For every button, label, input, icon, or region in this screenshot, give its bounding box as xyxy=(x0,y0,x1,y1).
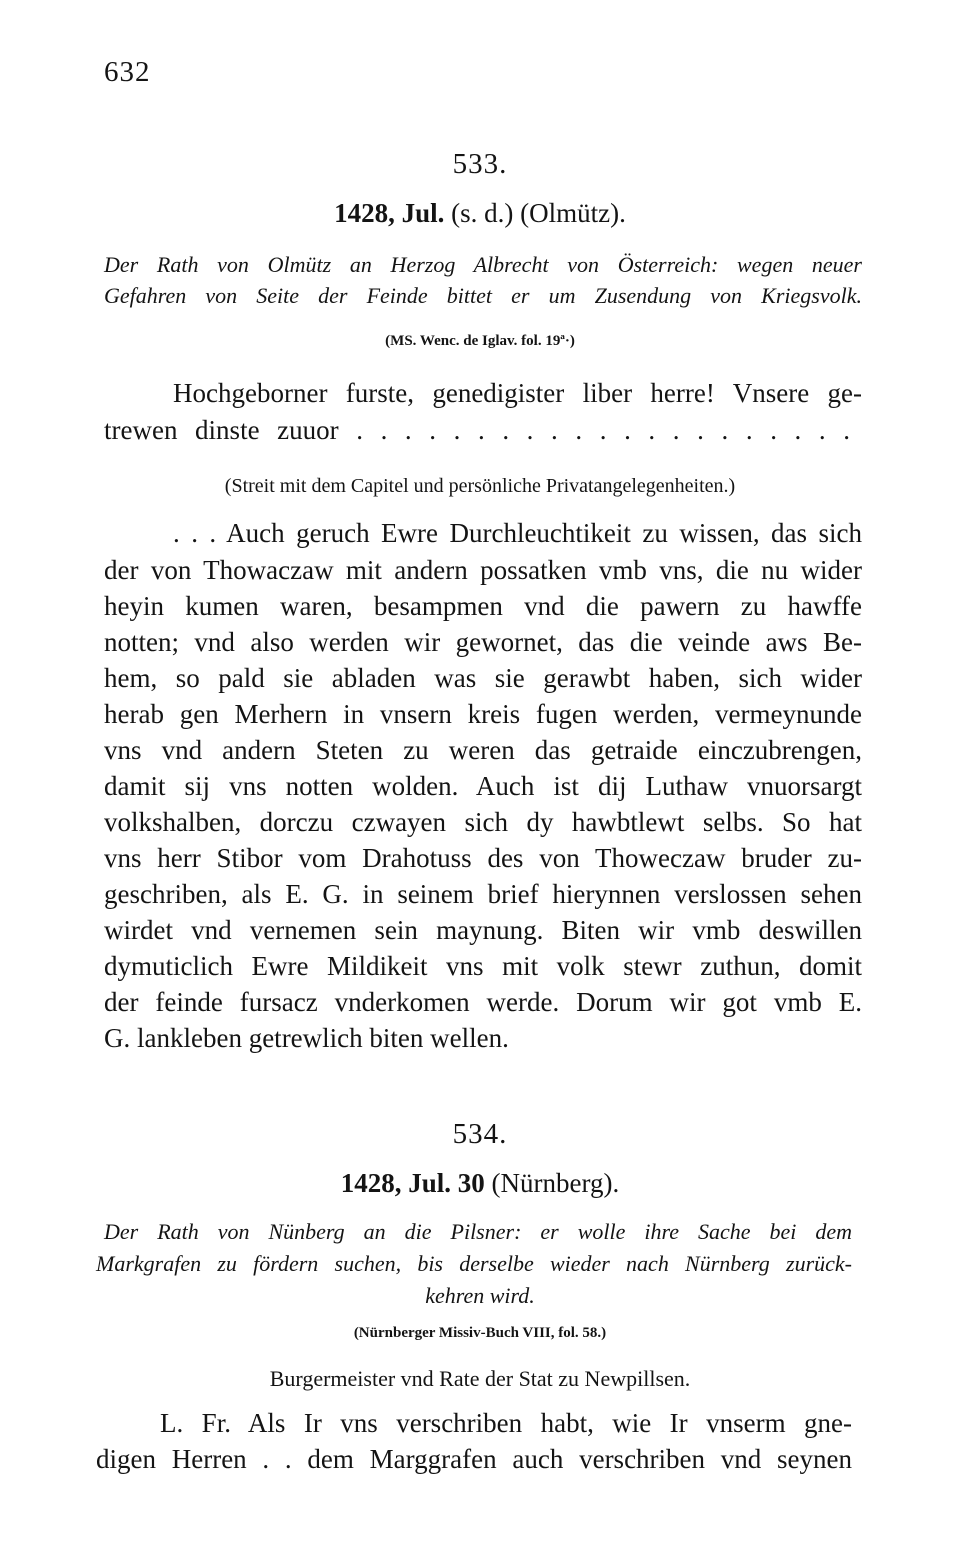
document-number: 533. xyxy=(452,148,508,180)
body-line: notten; vnd also werden wir gewornet, das die veinde aws Be- xyxy=(104,627,862,657)
body-line: dymuticlich Ewre Mildikeit vns mit volk stewr zuthun, domit xyxy=(104,951,862,981)
body-line: vns herr Stibor vom Drahotuss des von Thoweczaw bruder zu- xyxy=(104,843,862,873)
page-number: 632 xyxy=(104,56,151,88)
summary-line: Der Rath von Olmütz an Herzog Albrecht von Österreich: wegen neuer xyxy=(104,252,862,277)
body-line: geschriben, als E. G. in seinem brief hierynnen verslossen sehen xyxy=(104,879,862,909)
opening-line: Hochgeborner furste, genedigister liber herre! Vnsere ge- xyxy=(173,378,862,408)
body-line: . . . Auch geruch Ewre Durchleuchtikeit zu wissen, das sich xyxy=(173,518,862,548)
summary-line: Markgrafen zu fördern suchen, bis derselbe wieder nach Nürnberg zurück- xyxy=(96,1251,852,1276)
opening-line: trewen dinste zuuor . . . . . . . . . . . . . . . . . . . . . xyxy=(104,415,850,445)
body-line: der von Thowaczaw mit andern possatken vmb vns, die nu wider xyxy=(104,555,862,585)
document-date-place: (s. d.) (Olmütz). xyxy=(444,198,626,228)
editorial-note: (Streit mit dem Capitel und persönliche Privatangelegenheiten.) xyxy=(224,475,736,497)
body-line: digen Herren . . dem Marggrafen auch verschriben vnd seynen xyxy=(96,1444,852,1474)
body-line: damit sij vns notten wolden. Auch ist dij Luthaw vnuorsargt xyxy=(104,771,862,801)
document-date-bold: 1428, Jul. xyxy=(334,198,445,228)
body-line: hem, so pald sie abladen was sie gerawbt haben, sich wider xyxy=(104,663,862,693)
summary-line: kehren wird. xyxy=(425,1283,535,1308)
body-line: L. Fr. Als Ir vns verschriben habt, wie Ir vnserm gne- xyxy=(160,1408,852,1438)
document-date-place: (Nürnberg). xyxy=(484,1168,620,1198)
body-line: herab gen Merhern in vnsern kreis fugen werden, vermeynunde xyxy=(104,699,862,729)
source-citation: (Nürnberger Missiv-Buch VIII, fol. 58.) xyxy=(353,1325,607,1341)
summary-line: Der Rath von Nünberg an die Pilsner: er wolle ihre Sache bei dem xyxy=(104,1219,852,1244)
document-date-bold: 1428, Jul. 30 xyxy=(340,1168,485,1198)
body-line: volkshalben, dorczu czwayen sich dy hawbtlewt selbs. So hat xyxy=(104,807,862,837)
document-number: 534. xyxy=(452,1118,508,1150)
document-date xyxy=(0,1168,960,1199)
body-line: der feinde fursacz vnderkomen werde. Dorum wir got vmb E. xyxy=(104,987,862,1017)
body-line: G. lankleben getrewlich biten wellen. xyxy=(104,1023,509,1053)
source-citation: (MS. Wenc. de Iglav. fol. 19ª·) xyxy=(385,333,575,349)
document-date xyxy=(0,198,960,229)
letter-address: Burgermeister vnd Rate der Stat zu Newpillsen. xyxy=(269,1366,691,1391)
summary-line: Gefahren von Seite der Feinde bittet er um Zusendung von Kriegsvolk. xyxy=(104,283,862,308)
body-line: wirdet vnd vernemen sein maynung. Biten wir vmb deswillen xyxy=(104,915,862,945)
body-line: heyin kumen waren, besampmen vnd die pawern zu hawffe xyxy=(104,591,862,621)
body-line: vns vnd andern Steten zu weren das getraide einczubrengen, xyxy=(104,735,862,765)
